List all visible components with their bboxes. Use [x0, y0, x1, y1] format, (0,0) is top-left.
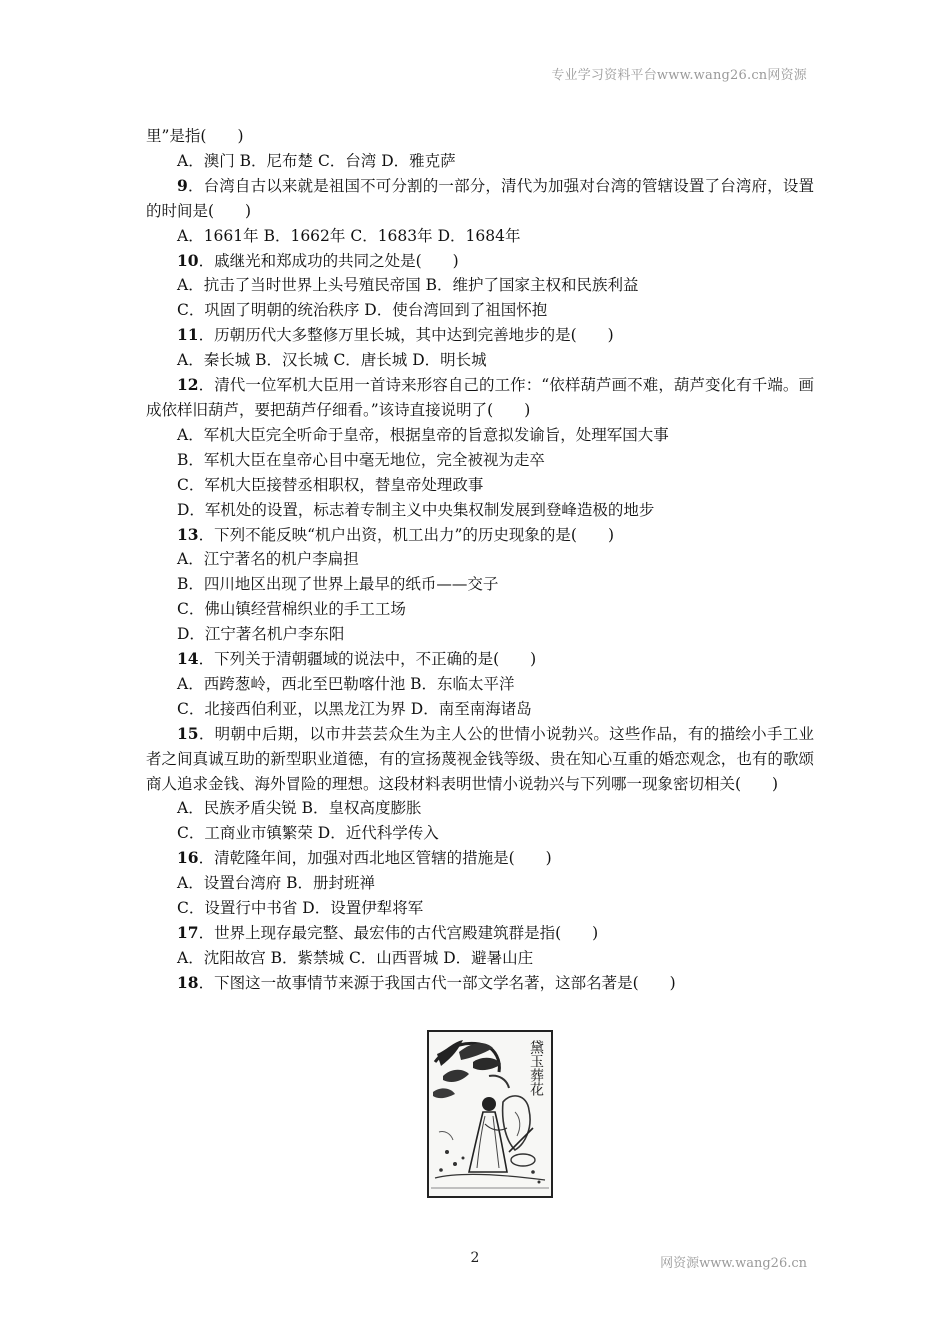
line-text: A．军机大臣完全听命于皇帝，根据皇帝的旨意拟发谕旨，处理军国大事	[177, 425, 669, 444]
line-text: C．巩固了明朝的统治秩序 D．使台湾回到了祖国怀抱	[177, 301, 548, 320]
question-number: 15	[177, 723, 199, 743]
text-line	[146, 796, 814, 821]
line-text: ．清乾隆年间，加强对西北地区管辖的措施是( )	[198, 849, 552, 868]
text-line	[146, 871, 814, 896]
line-text: C．工商业市镇繁荣 D．近代科学传入	[177, 824, 439, 843]
question-number: 14	[177, 649, 199, 669]
text-line	[146, 124, 814, 149]
question-number: 11	[177, 325, 199, 345]
line-text: A．西跨葱岭，西北至巴勒喀什池 B．东临太平洋	[177, 674, 515, 693]
text-line	[146, 224, 814, 249]
question-number: 16	[177, 848, 199, 868]
line-text: ．明朝中后期，以市井芸芸众生为主人公的世情小说勃兴。这些作品，有的描绘小手工业者之间真诚互助的新型职业道德，有的宣扬蔑视金钱等级、贵在知心互重的婚恋观念，也有的歌颂商人追求金钱、海外冒险的理想。这段材料表明世情小说勃兴与下列哪一现象密切相关( )	[146, 724, 814, 793]
text-line	[146, 672, 814, 697]
line-text: C．军机大臣接替丞相职权，替皇帝处理政事	[177, 475, 484, 494]
line-text: D．江宁著名机户李东阳	[177, 625, 345, 644]
question-9	[146, 174, 814, 224]
text-line	[146, 597, 814, 622]
question-12	[146, 373, 814, 423]
text-line	[146, 448, 814, 473]
text-line	[146, 547, 814, 572]
page-footer-watermark: 网资源www.wang26.cn	[660, 1256, 807, 1271]
line-text: ．下图这一故事情节来源于我国古代一部文学名著，这部名著是( )	[198, 973, 676, 992]
line-text: B．四川地区出现了世界上最早的纸币——交子	[177, 575, 499, 594]
text-line	[146, 149, 814, 174]
line-text: A．澳门 B．尼布楚 C．台湾 D．雅克萨	[177, 151, 456, 170]
question-17	[146, 921, 814, 946]
text-line	[146, 348, 814, 373]
question-number: 12	[177, 375, 199, 395]
question-number: 18	[177, 972, 199, 992]
line-text: ．清代一位军机大臣用一首诗来形容自己的工作：“依样葫芦画不难，葫芦变化有千端。画成依样旧葫芦，要把葫芦仔细看。”该诗直接说明了( )	[146, 376, 814, 419]
text-line	[146, 498, 814, 523]
line-text: 里”是指( )	[146, 127, 244, 145]
text-line	[146, 821, 814, 846]
line-text: ．历朝历代大多整修万里长城，其中达到完善地步的是( )	[198, 326, 614, 345]
line-text: ．下列不能反映“机户出资，机工出力”的历史现象的是( )	[198, 525, 615, 544]
text-line	[146, 697, 814, 722]
line-text: ．戚继光和郑成功的共同之处是( )	[198, 251, 459, 270]
question-number: 17	[177, 923, 199, 942]
question-18	[146, 971, 814, 996]
question-number: 9	[177, 175, 188, 195]
line-text: C．设置行中书省 D．设置伊犁将军	[177, 899, 424, 918]
line-text: A．设置台湾府 B．册封班禅	[177, 874, 376, 893]
line-text: ．台湾自古以来就是祖国不可分割的一部分，清代为加强对台湾的管辖设置了台湾府，设置的时间是( )	[146, 176, 814, 220]
line-text: A．江宁著名的机户李扁担	[177, 550, 359, 569]
question-10	[146, 249, 814, 274]
text-line	[146, 572, 814, 597]
text-line	[146, 273, 814, 298]
line-text: ．世界上现存最完整、最宏伟的古代宫殿建筑群是指( )	[198, 924, 599, 942]
question-13	[146, 523, 814, 548]
line-text: A．秦长城 B．汉长城 C．唐长城 D．明长城	[177, 351, 487, 370]
question-content	[146, 124, 814, 996]
question-16	[146, 846, 814, 871]
question-11	[146, 323, 814, 348]
text-line	[146, 896, 814, 921]
page-number: 2	[470, 1250, 480, 1266]
text-line	[146, 423, 814, 448]
text-line	[146, 946, 814, 971]
line-text: A．1661年 B．1662年 C．1683年 D．1684年	[177, 226, 521, 245]
line-text: B．军机大臣在皇帝心目中毫无地位，完全被视为走卒	[177, 450, 545, 469]
illustration-daiyu-burying-flowers	[427, 1030, 553, 1198]
question-number: 10	[177, 250, 199, 270]
illustration-caption: 黛玉葬花	[528, 1040, 544, 1096]
text-line	[146, 473, 814, 498]
line-text: C．北接西伯利亚，以黑龙江为界 D．南至南海诸岛	[177, 699, 532, 718]
question-14	[146, 647, 814, 672]
text-line	[146, 298, 814, 323]
line-text: C．佛山镇经营棉织业的手工工场	[177, 600, 406, 619]
text-line	[146, 622, 814, 647]
line-text: A．民族矛盾尖锐 B．皇权高度膨胀	[177, 799, 422, 818]
page-header-watermark: 专业学习资料平台www.wang26.cn网资源	[551, 68, 807, 83]
question-15	[146, 722, 814, 797]
question-number: 13	[177, 524, 199, 544]
line-text: D．军机处的设置，标志着专制主义中央集权制发展到登峰造极的地步	[177, 500, 655, 519]
line-text: A．沈阳故宫 B．紫禁城 C．山西晋城 D．避暑山庄	[177, 948, 534, 967]
line-text: ．下列关于清朝疆域的说法中，不正确的是( )	[198, 650, 537, 669]
line-text: A．抗击了当时世界上头号殖民帝国 B．维护了国家主权和民族利益	[177, 276, 639, 295]
